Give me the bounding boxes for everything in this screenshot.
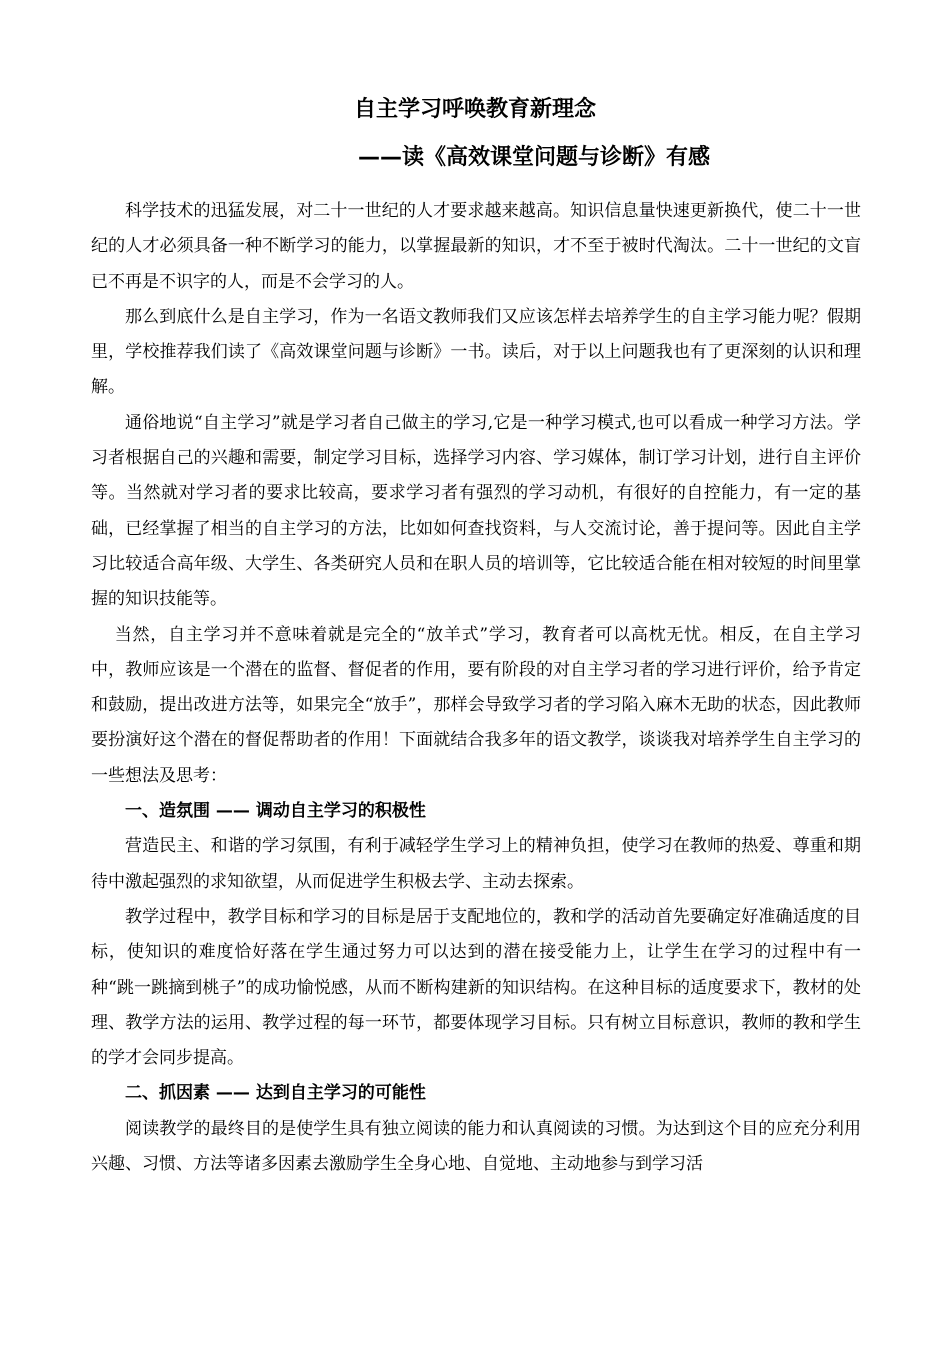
document-body [91,194,861,1182]
paragraph-teacher-role: 当然，自主学习并不意味着就是完全的“放羊式”学习，教育者可以高枕无忧。相反，在自主学习中，教师应该是一个潜在的监督、督促者的作用，要有阶段的对自主学习者的学习进行评价，给予肯定和鼓励，提出改进方法等，如果完全“放手”，那样会导致学习者的学习陷入麻木无助的状态，因此教师要扮演好这个潜在的督促帮助者的作用！下面就结合我多年的语文教学，谈谈我对培养学生自主学习的一些想法及思考： [91,624,861,786]
section-heading-2: 二、抓因素 —— 达到自主学习的可能性 [125,1083,426,1104]
section1-paragraph-atmosphere: 营造民主、和谐的学习氛围，有利于减轻学生学习上的精神负担，使学习在教师的热爱、尊重和期待中激起强烈的求知欲望，从而促进学生积极去学、主动去探索。 [91,836,861,892]
section2-paragraph-reading: 阅读教学的最终目的是使学生具有独立阅读的能力和认真阅读的习惯。为达到这个目的应充分利用兴趣、习惯、方法等诸多因素去激励学生全身心地、自觉地、主动地参与到学习活 [91,1118,861,1175]
paragraph-intro: 科学技术的迅猛发展，对二十一世纪的人才要求越来越高。知识信息量快速更新换代，使二十一世纪的人才必须具备一种不断学习的能力，以掌握最新的知识，才不至于被时代淘汰。二十一世纪的文盲已不再是不识字的人，而是不会学习的人。 [91,201,861,292]
section1-paragraph-goals: 教学过程中，教学目标和学习的目标是居于支配地位的，教和学的活动首先要确定好准确适度的目标，使知识的难度恰好落在学生通过努力可以达到的潜在接受能力上，让学生在学习的过程中有一种“跳一跳摘到桃子”的成功愉悦感，从而不断构建新的知识结构。在这种目标的适度要求下，教材的处理、教学方法的运用、教学过程的每一环节，都要体现学习目标。只有树立目标意识，教师的教和学生的学才会同步提高。 [91,906,861,1069]
document-subtitle: ——读《高效课堂问题与诊断》有感 [358,145,711,170]
paragraph-question: 那么到底什么是自主学习，作为一名语文教师我们又应该怎样去培养学生的自主学习能力呢？假期里，学校推荐我们读了《高效课堂问题与诊断》一书。读后，对于以上问题我也有了更深刻的认识和理解。 [91,306,861,398]
section-heading-1: 一、造氛围 —— 调动自主学习的积极性 [125,801,426,822]
document-title: 自主学习呼唤教育新理念 [353,97,596,122]
paragraph-definition: 通俗地说“自主学习”就是学习者自己做主的学习,它是一种学习模式,也可以看成一种学习方法。学习者根据自己的兴趣和需要，制定学习目标，选择学习内容、学习媒体，制订学习计划，进行自主评价等。当然就对学习者的要求比较高，要求学习者有强烈的学习动机，有很好的自控能力，有一定的基础，已经掌握了相当的自主学习的方法，比如如何查找资料，与人交流讨论，善于提问等。因此自主学习比较适合高年级、大学生、各类研究人员和在职人员的培训等，它比较适合能在相对较短的时间里掌握的知识技能等。 [91,412,861,610]
